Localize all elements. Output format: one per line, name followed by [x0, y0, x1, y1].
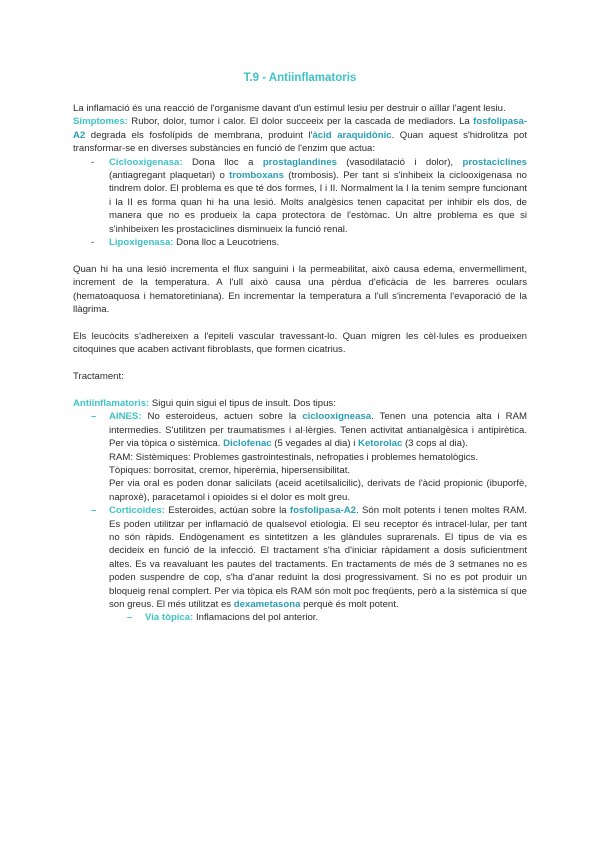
keyword-dexametasona: dexametasona: [233, 598, 301, 610]
aines-text: (3 cops al dia).: [402, 438, 468, 450]
corticoides-sublist: [73, 611, 527, 624]
bullet-dash: –: [91, 411, 97, 423]
leucocits-paragraph: Els leucòcits s'adhereixen a l'epiteli vascular travessant-lo. Quan migren les cèl·lules es produeixen citoquines que acaben activant fibroblasts, que formen cicatrius.: [73, 330, 527, 356]
bullet-dash: –: [91, 505, 97, 517]
antiinflamatoris-label: Antiinflamatoris:: [73, 397, 150, 409]
list-item: [73, 156, 527, 236]
bullet-dash: –: [127, 612, 133, 624]
antiinflamatoris-text: Sigui quin sigui el tipus de insult. Dos tipus:: [149, 397, 336, 409]
aines-label: AINES:: [109, 411, 142, 423]
simptomes-text-1: Rubor, dolor, tumor i calor. El dolor succeeix per la cascada de mediadors. La: [127, 116, 474, 128]
corticoides-text: Esteroides, actúan sobre la: [164, 505, 290, 517]
corticoides-text: perquè és molt potent.: [300, 598, 399, 610]
keyword-tromboxans: tromboxans: [229, 170, 284, 182]
keyword-prostaciclines: prostaciclines: [462, 156, 527, 168]
enzyme-text: (trombosis). Per tant si s'inhibeix la ciclooxigenasa no tindrem dolor. El problema es que té dos formes, I i II. Normalment la I la tenim sempre funcionant i la II es forma quan hi ha una lesió. Molts analgèsics tenen capacitat per inhibir els dos, de manera que no es produeix la capa protectora de l'estòmac. Un altre problema es que si s'inhibeixen les prostaciclines disminueix la funció renal.: [109, 170, 527, 235]
aines-text: . Tenen una potencia alta i RAM intermedies. S'utilitzen per traumatismes i al·lèrgies. Tenen activitat antianalgèsica i antipirètica. Per via tòpica o sistèmica.: [109, 411, 527, 450]
keyword-ciclooxigneasa: ciclooxigneasa: [302, 411, 372, 423]
bullet-dash: -: [91, 237, 95, 249]
keyword-ketorolac: Ketorolac: [358, 438, 403, 450]
keyword-diclofenac: Diclofenac: [223, 438, 272, 450]
keyword-fosfolipasa: fosfolipasa-A2: [73, 116, 527, 141]
aines-oral: Per via oral es poden donar salicilats (aceid acetilsalicilic), derivats de l'àcid propionic (ibuporfè, naproxè), paracetamol i opioides si el dolor es molt greu.: [109, 478, 527, 503]
list-item-via-topica: [109, 611, 527, 624]
via-topica-label: Via tòpica:: [145, 612, 194, 624]
ciclooxigenasa-label: Ciclooxigenasa:: [109, 156, 183, 168]
list-item: [73, 236, 527, 249]
aines-text: No esteroideus, actuen sobre la: [141, 411, 303, 423]
keyword-acid-araquidonic: àcid araquidònic: [312, 129, 392, 141]
via-topica-text: Inflamacions del pol anterior.: [193, 612, 319, 624]
bullet-dash: -: [91, 156, 95, 168]
enzyme-list: [73, 156, 527, 250]
keyword-fosfolipasa-a2: fosfolipasa-A2: [289, 505, 356, 517]
aines-ram: RAM: Sistèmiques: Problemes gastrointestinals, nefropaties i problemes hematològics.: [109, 451, 478, 463]
document-body: [73, 102, 527, 625]
corticoides-text: . Són molt potents i tenen moltes RAM. Es poden utilitzar per inflamació de qualsevol etiologia. El seu receptor és intracel·lular, per tant no són ràpids. Endògenament es sintetitzen a les glàndules suprarenals. El tipus de via es decideix en funció de la infecció. El tractament s'ha d'iniciar ràpidament a dosis suficientment altes. Es va reavaluant les pautes del tractaments. En tractaments de més de 3 setmanes no es poden suspendre de cop, s'ha d'anar reduint la dosi progressivament. Si no es pot produir un bloqueig renal complert. Per via tòpica els RAM són molt poc freqüents, però a la sistèmica sí que son greus. El més utilitzat es: [109, 505, 527, 610]
antiinflamatoris-paragraph: [73, 397, 527, 410]
simptomes-paragraph: [73, 115, 527, 155]
page-title: T.9 - Antiinflamatoris: [243, 72, 357, 84]
enzyme-text: (antiagregant plaquetari) o: [109, 170, 230, 182]
lipoxigenasa-label: Lipoxigenasa:: [109, 237, 174, 249]
enzyme-text: (vasodilatació i dolor),: [336, 156, 463, 168]
treatment-list: [73, 410, 527, 625]
enzyme-text: Dona lloc a Leucotriens.: [173, 237, 280, 249]
corticoides-label: Corticoides:: [109, 505, 165, 517]
list-item-corticoides: [73, 504, 527, 611]
aines-topiques: Tòpiques: borrositat, cremor, hiperèmia, hipersensibilitat.: [109, 464, 351, 476]
list-item-aines: [73, 410, 527, 504]
simptomes-label: Símptomes:: [73, 116, 128, 128]
simptomes-text-3: . Quan aquest s'hidrolitza pot transformar-se en diverses substàncies en funció de l'enzim que actua:: [73, 129, 527, 155]
aines-text: (5 vegades al dia) i: [271, 438, 359, 450]
simptomes-text-2: degrada els fosfolípids de membrana, produint l': [85, 129, 313, 141]
intro-paragraph: La inflamació és una reacció de l'organisme davant d'un estímul lesiu per destruir o aïllar l'agent lesiu.: [73, 103, 506, 114]
tractament-heading: Tractament:: [73, 371, 124, 383]
enzyme-text: Dona lloc a: [182, 156, 263, 168]
keyword-prostaglandines: prostaglandines: [262, 156, 337, 168]
lesio-paragraph: Quan hi ha una lesió incrementa el flux sanguini i la permeabilitat, això causa edema, envermelliment, increment de la temperatura. A l'ull això causa una pèrdua d'eficàcia de les barreres oculars (hematoaquosa i hematoretiniana). En incrementar la temperatura a l'ull s'incrementa l'evaporació de la llàgrima.: [73, 263, 527, 316]
